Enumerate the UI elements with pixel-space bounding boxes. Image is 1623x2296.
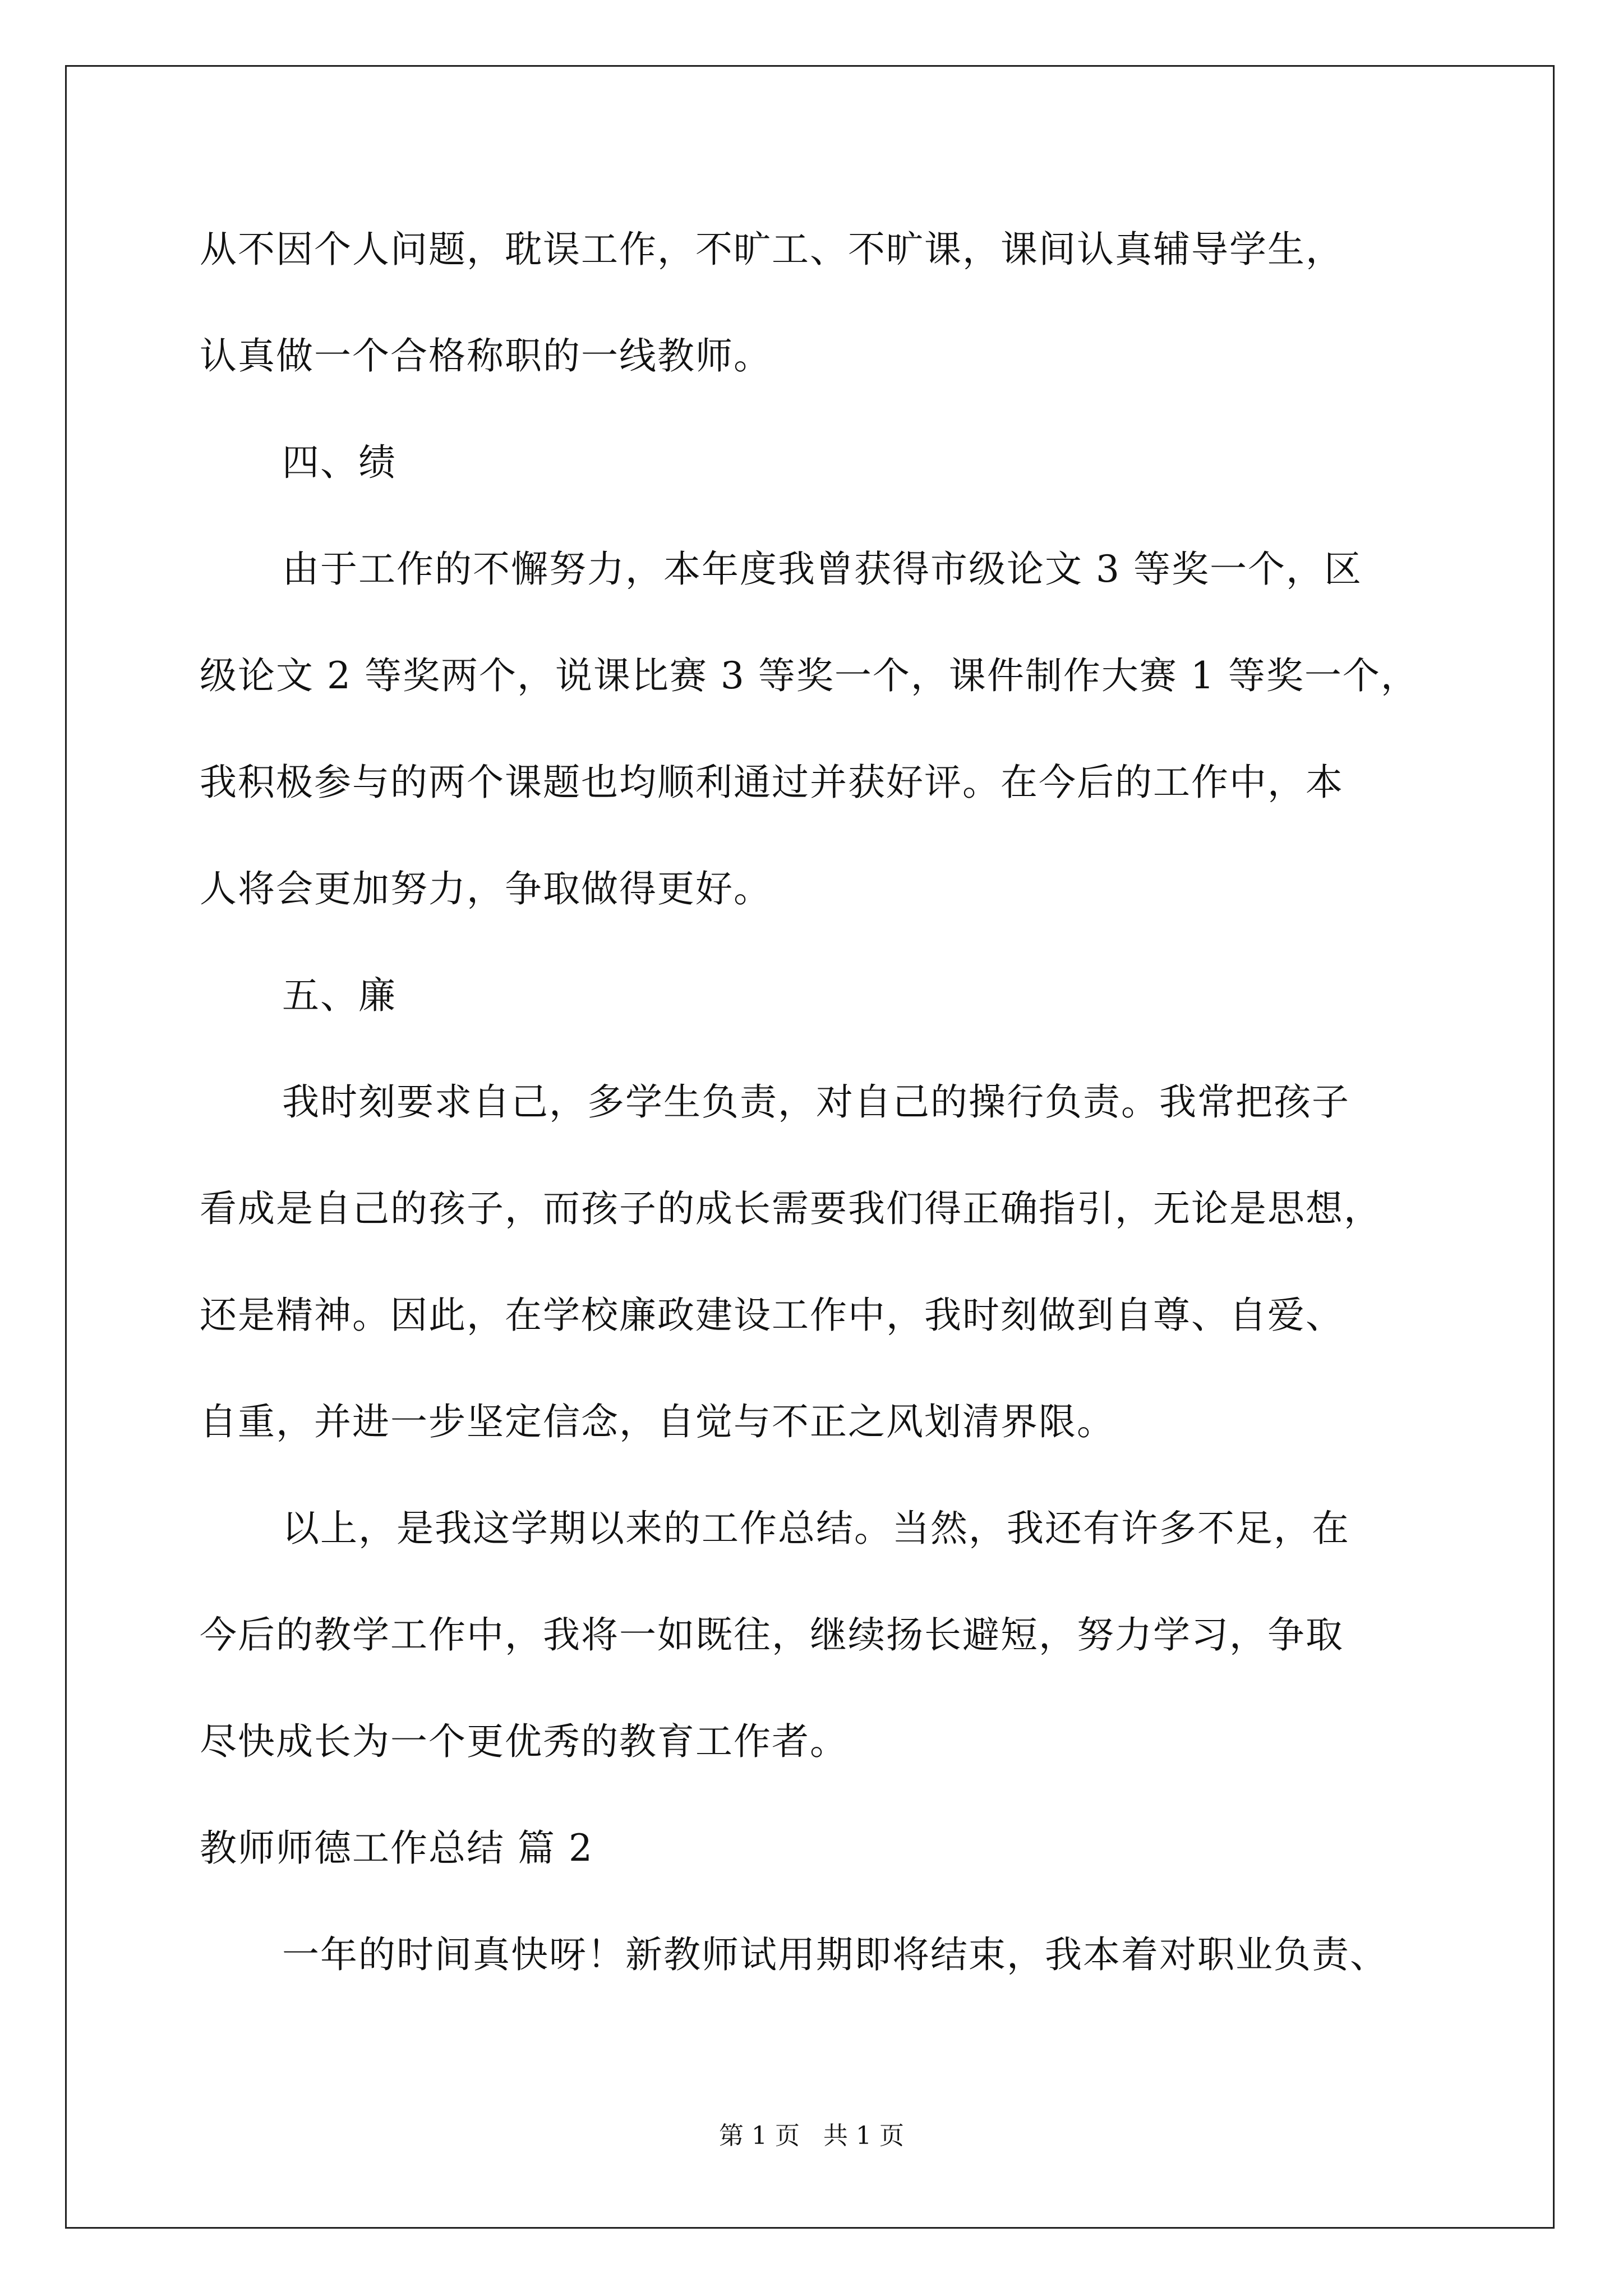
paragraph-line: 由于工作的不懈努力，本年度我曾获得市级论文 3 等奖一个，区: [282, 547, 1362, 591]
paragraph-line: 以上，是我这学期以来的工作总结。当然，我还有许多不足，在: [282, 1507, 1350, 1550]
paragraph-line: 自重，并进一步坚定信念，自觉与不正之风划清界限。: [200, 1400, 1115, 1443]
section-heading: 四、绩: [282, 441, 396, 484]
paragraph-line: 人将会更加努力，争取做得更好。: [200, 867, 772, 910]
paragraph-line: 尽快成长为一个更优秀的教育工作者。: [200, 1720, 848, 1763]
paragraph-line: 我积极参与的两个课题也均顺利通过并获好评。在今后的工作中，本: [200, 761, 1344, 804]
section-heading: 五、廉: [282, 974, 396, 1017]
paragraph-line: 一年的时间真快呀！新教师试用期即将结束，我本着对职业负责、: [282, 1933, 1388, 1976]
page-footer: 第 1 页 共 1 页: [719, 2122, 904, 2150]
paragraph-line: 我时刻要求自己，多学生负责，对自己的操行负责。我常把孩子: [282, 1080, 1350, 1124]
article-title: 教师师德工作总结 篇 2: [200, 1826, 593, 1870]
paragraph-line: 看成是自己的孩子，而孩子的成长需要我们得正确指引，无论是思想，: [200, 1187, 1382, 1230]
paragraph-line: 从不因个人问题，耽误工作，不旷工、不旷课，课间认真辅导学生，: [200, 228, 1344, 271]
page-border: [65, 65, 1555, 2229]
paragraph-line: 今后的教学工作中，我将一如既往，继续扬长避短，努力学习，争取: [200, 1613, 1344, 1657]
paragraph-line: 认真做一个合格称职的一线教师。: [200, 334, 772, 378]
paragraph-line: 还是精神。因此，在学校廉政建设工作中，我时刻做到自尊、自爱、: [200, 1294, 1344, 1337]
paragraph-line: 级论文 2 等奖两个，说课比赛 3 等奖一个，课件制作大赛 1 等奖一个，: [200, 654, 1419, 697]
